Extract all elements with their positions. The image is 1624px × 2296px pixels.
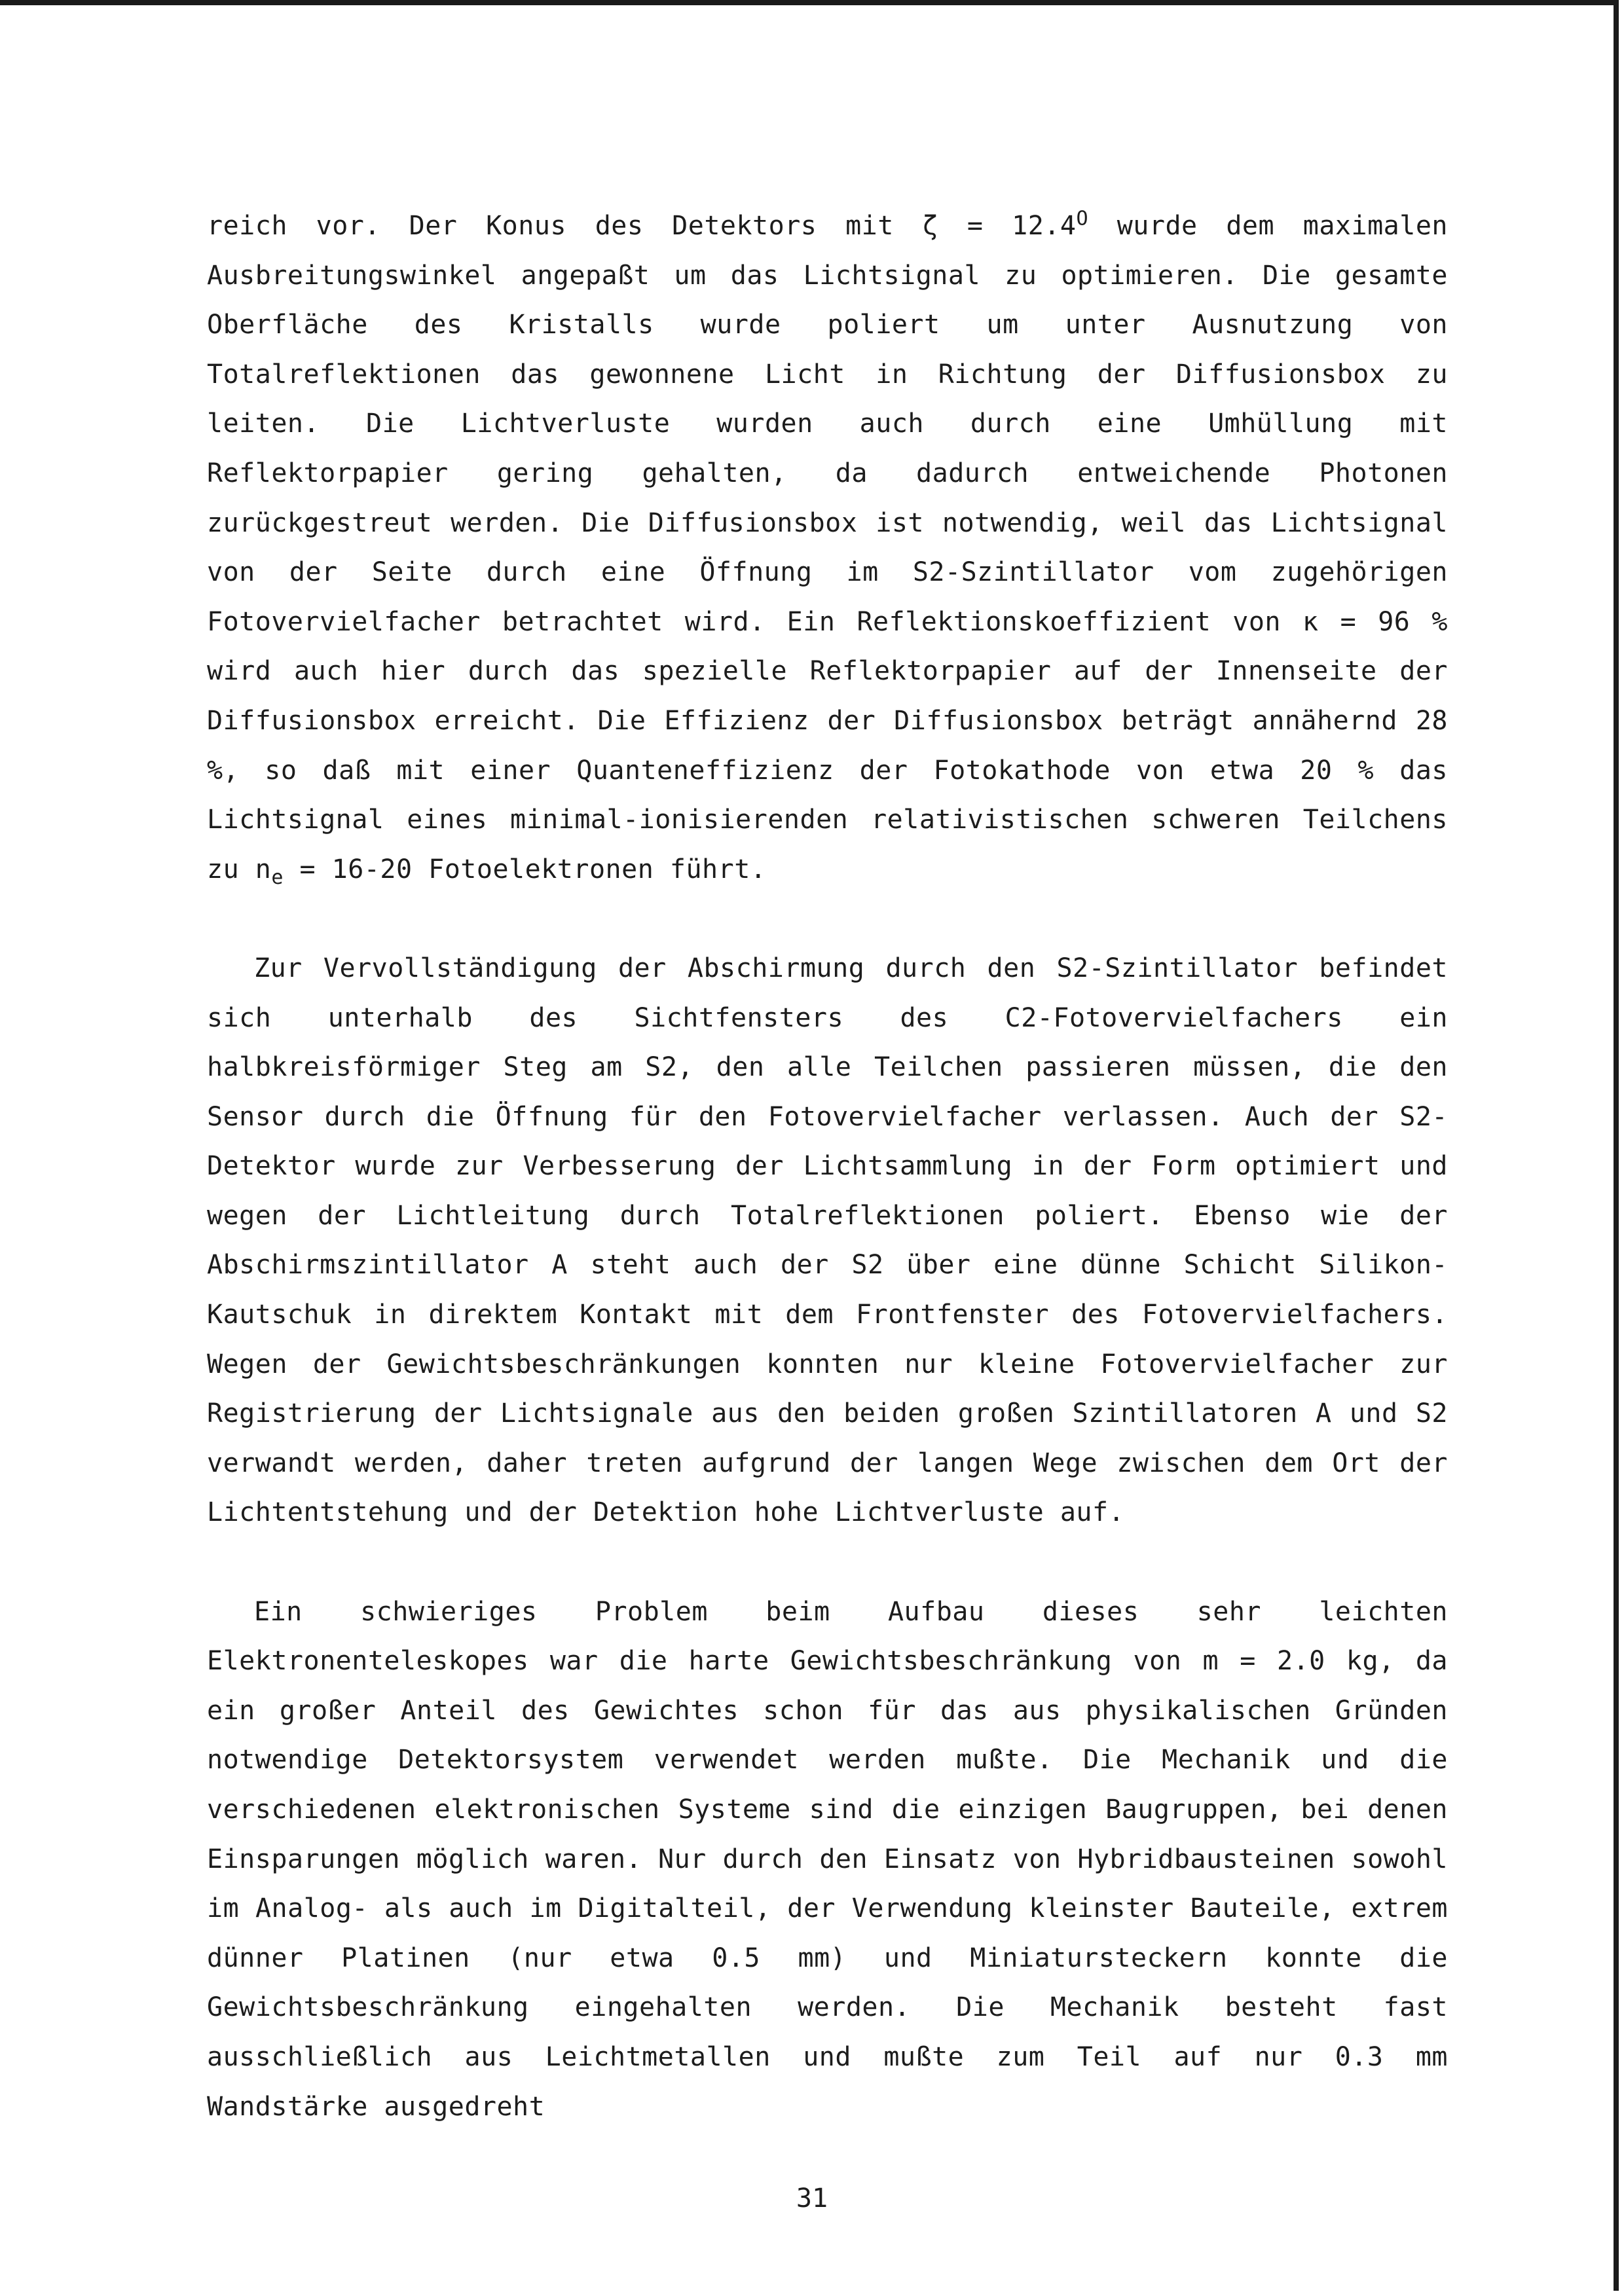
text-body xyxy=(207,202,1448,2132)
text-run: wurde dem maximalen Ausbreitungswinkel angepaßt um das Lichtsignal zu optimieren. Die gesamte Oberfläche des Kristalls wurde poliert um unter Ausnutzung von Totalreflektionen das gewonnene Licht in Richtung der Diffusionsbox zu leiten. Die Lichtverluste wurden auch durch eine Umhüllung mit Reflektorpapier gering gehalten, da dadurch entweichende Photonen zurückgestreut werden. Die Diffusionsbox ist notwendig, weil das Lichtsignal von der Seite durch eine Öffnung im S2-Szintillator vom zugehörigen Fotovervielfacher betrachtet wird. Ein Reflektionskoeffizient von κ = 96 % wird auch hier durch das spezielle Reflektorpapier auf der Innenseite der Diffusionsbox erreicht. Die Effizienz der Diffusionsbox beträgt annähernd 28 %, so daß mit einer Quanteneffizienz der Fotokathode von etwa 20 % das Lichtsignal eines minimal-ionisierenden relativistischen schweren Teilchens zu n xyxy=(207,211,1449,884)
paragraph-1 xyxy=(207,202,1448,894)
superscript: O xyxy=(1076,207,1088,230)
paragraph-3 xyxy=(207,1588,1448,2132)
paragraph-2 xyxy=(207,944,1448,1538)
text-run: reich vor. Der Konus des Detektors mit ζ = 12.4 xyxy=(207,211,1077,241)
text-run: Zur Vervollständigung der Abschirmung durch den S2-Szintillator befindet sich unterhalb des Sichtfensters des C2-Fotovervielfachers ein halbkreisförmiger Steg am S2, den alle Teilchen passieren müssen, die den Sensor durch die Öffnung für den Fotovervielfacher verlassen. Auch der S2-Detektor wurde zur Verbesserung der Lichtsammlung in der Form optimiert und wegen der Lichtleitung durch Totalreflektionen poliert. Ebenso wie der Abschirmszintillator A steht auch der S2 über eine dünne Schicht Silikon-Kautschuk in direktem Kontakt mit dem Frontfenster des Fotovervielfachers. Wegen der Gewichtsbeschränkungen konnten nur kleine Fotovervielfacher zur Registrierung der Lichtsignale aus den beiden großen Szintillatoren A und S2 verwandt werden, daher treten aufgrund der langen Wege zwischen dem Ort der Lichtentstehung und der Detektion hohe Lichtverluste auf. xyxy=(207,953,1448,1528)
text-run: Ein schwieriges Problem beim Aufbau dieses sehr leichten Elektronenteleskopes war die harte Gewichtsbeschränkung von m = 2.0 kg, da ein großer Anteil des Gewichtes schon für das aus physikalischen Gründen notwendige Detektorsystem verwendet werden mußte. Die Mechanik und die verschiedenen elektronischen Systeme sind die einzigen Baugruppen, bei denen Einsparungen möglich waren. Nur durch den Einsatz von Hybridbausteinen sowohl im Analog- als auch im Digitalteil, der Verwendung kleinster Bauteile, extrem dünner Platinen (nur etwa 0.5 mm) und Miniatursteckern konnte die Gewichtsbeschränkung eingehalten werden. Die Mechanik besteht fast ausschließlich aus Leichtmetallen und mußte zum Teil auf nur 0.3 mm Wandstärke ausgedreht xyxy=(207,1596,1448,2122)
subscript: e xyxy=(271,866,284,889)
text-run: = 16-20 Fotoelektronen führt. xyxy=(283,854,767,884)
page-number: 31 xyxy=(796,2183,828,2214)
